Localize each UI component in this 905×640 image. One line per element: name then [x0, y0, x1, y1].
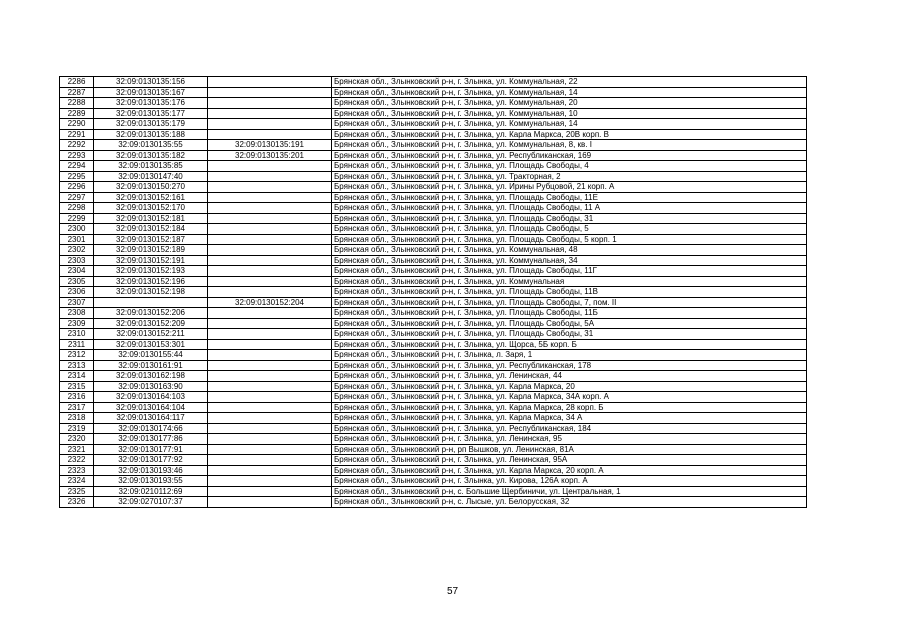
- cadastral-number-cell: 32:09:0130153:301: [94, 339, 208, 350]
- secondary-cadastral-number-cell: [208, 171, 332, 182]
- secondary-cadastral-number-cell: [208, 77, 332, 88]
- row-number-cell: 2301: [60, 234, 94, 245]
- cadastral-number-cell: 32:09:0130152:198: [94, 287, 208, 298]
- cadastral-number-cell: 32:09:0130162:198: [94, 371, 208, 382]
- row-number-cell: 2299: [60, 213, 94, 224]
- table-row: [60, 297, 807, 308]
- secondary-cadastral-number-cell: [208, 161, 332, 172]
- cadastral-number-cell: 32:09:0130174:66: [94, 423, 208, 434]
- row-number-cell: 2289: [60, 108, 94, 119]
- address-cell: Брянская обл., Злынковский р-н, г. Злынка, ул. Коммунальная, 22: [332, 77, 807, 88]
- cadastral-number-cell: [94, 297, 208, 308]
- address-cell: Брянская обл., Злынковский р-н, г. Злынка, ул. Коммунальная, 14: [332, 87, 807, 98]
- cadastral-number-cell: 32:09:0130152:189: [94, 245, 208, 256]
- cadastral-number-cell: 32:09:0130135:85: [94, 161, 208, 172]
- cadastral-number-cell: 32:09:0130147:40: [94, 171, 208, 182]
- row-number-cell: 2320: [60, 434, 94, 445]
- table-row: [60, 434, 807, 445]
- table-row: [60, 98, 807, 109]
- secondary-cadastral-number-cell: [208, 497, 332, 508]
- table-row: [60, 213, 807, 224]
- row-number-cell: 2324: [60, 476, 94, 487]
- address-cell: Брянская обл., Злынковский р-н, г. Злынка, ул. Ирины Рубцовой, 21 корп. А: [332, 182, 807, 193]
- cadastral-number-cell: 32:09:0130135:179: [94, 119, 208, 130]
- secondary-cadastral-number-cell: [208, 108, 332, 119]
- address-cell: Брянская обл., Злынковский р-н, г. Злынка, ул. Республиканская, 169: [332, 150, 807, 161]
- cadastral-number-cell: 32:09:0130152:193: [94, 266, 208, 277]
- secondary-cadastral-number-cell: [208, 486, 332, 497]
- row-number-cell: 2291: [60, 129, 94, 140]
- table-row: [60, 318, 807, 329]
- row-number-cell: 2304: [60, 266, 94, 277]
- secondary-cadastral-number-cell: [208, 402, 332, 413]
- table-row: [60, 360, 807, 371]
- row-number-cell: 2322: [60, 455, 94, 466]
- secondary-cadastral-number-cell: [208, 119, 332, 130]
- secondary-cadastral-number-cell: [208, 455, 332, 466]
- secondary-cadastral-number-cell: [208, 182, 332, 193]
- table-row: [60, 192, 807, 203]
- table-row: [60, 476, 807, 487]
- row-number-cell: 2303: [60, 255, 94, 266]
- cadastral-number-cell: 32:09:0130135:167: [94, 87, 208, 98]
- table-row: [60, 486, 807, 497]
- table-row: [60, 245, 807, 256]
- table-row: [60, 371, 807, 382]
- table-row: [60, 266, 807, 277]
- table-row: [60, 87, 807, 98]
- address-cell: Брянская обл., Злынковский р-н, г. Злынка, л. Заря, 1: [332, 350, 807, 361]
- row-number-cell: 2309: [60, 318, 94, 329]
- secondary-cadastral-number-cell: [208, 423, 332, 434]
- row-number-cell: 2310: [60, 329, 94, 340]
- table-row: [60, 119, 807, 130]
- cadastral-number-cell: 32:09:0130135:182: [94, 150, 208, 161]
- address-cell: Брянская обл., Злынковский р-н, г. Злынка, ул. Коммунальная, 14: [332, 119, 807, 130]
- cadastral-number-cell: 32:09:0130152:184: [94, 224, 208, 235]
- cadastral-number-cell: 32:09:0130152:181: [94, 213, 208, 224]
- page-number: 57: [446, 586, 459, 597]
- secondary-cadastral-number-cell: [208, 98, 332, 109]
- address-cell: Брянская обл., Злынковский р-н, г. Злынка, ул. Площадь Свободы, 5А: [332, 318, 807, 329]
- address-cell: Брянская обл., Злынковский р-н, г. Злынка, ул. Площадь Свободы, 4: [332, 161, 807, 172]
- cadastral-number-cell: 32:09:0130135:176: [94, 98, 208, 109]
- address-cell: Брянская обл., Злынковский р-н, г. Злынка, ул. Карла Маркса, 34 А: [332, 413, 807, 424]
- secondary-cadastral-number-cell: [208, 255, 332, 266]
- address-cell: Брянская обл., Злынковский р-н, г. Злынка, ул. Республиканская, 178: [332, 360, 807, 371]
- secondary-cadastral-number-cell: 32:09:0130135:201: [208, 150, 332, 161]
- secondary-cadastral-number-cell: [208, 287, 332, 298]
- address-cell: Брянская обл., Злынковский р-н, г. Злынка, ул. Площадь Свободы, 31: [332, 213, 807, 224]
- address-cell: Брянская обл., Злынковский р-н, г. Злынка, ул. Площадь Свободы, 31: [332, 329, 807, 340]
- row-number-cell: 2288: [60, 98, 94, 109]
- address-cell: Брянская обл., Злынковский р-н, г. Злынка, ул. Ленинская, 95А: [332, 455, 807, 466]
- registry-table-body: [60, 77, 807, 508]
- cadastral-number-cell: 32:09:0130193:46: [94, 465, 208, 476]
- row-number-cell: 2317: [60, 402, 94, 413]
- secondary-cadastral-number-cell: [208, 476, 332, 487]
- registry-table: [59, 76, 807, 508]
- row-number-cell: 2308: [60, 308, 94, 319]
- table-row: [60, 182, 807, 193]
- cadastral-number-cell: 32:09:0130161:91: [94, 360, 208, 371]
- address-cell: Брянская обл., Злынковский р-н, г. Злынка, ул. Карла Маркса, 20 корп. А: [332, 465, 807, 476]
- secondary-cadastral-number-cell: [208, 266, 332, 277]
- cadastral-number-cell: 32:09:0130135:55: [94, 140, 208, 151]
- cadastral-number-cell: 32:09:0130155:44: [94, 350, 208, 361]
- address-cell: Брянская обл., Злынковский р-н, г. Злынка, ул. Карла Маркса, 20: [332, 381, 807, 392]
- cadastral-number-cell: 32:09:0130164:103: [94, 392, 208, 403]
- table-row: [60, 224, 807, 235]
- row-number-cell: 2296: [60, 182, 94, 193]
- address-cell: Брянская обл., Злынковский р-н, г. Злынка, ул. Площадь Свободы, 11Г: [332, 266, 807, 277]
- cadastral-number-cell: 32:09:0130135:177: [94, 108, 208, 119]
- cadastral-number-cell: 32:09:0270107:37: [94, 497, 208, 508]
- address-cell: Брянская обл., Злынковский р-н, г. Злынка, ул. Ленинская, 95: [332, 434, 807, 445]
- table-row: [60, 402, 807, 413]
- address-cell: Брянская обл., Злынковский р-н, с. Лысые, ул. Белорусская, 32: [332, 497, 807, 508]
- table-row: [60, 444, 807, 455]
- cadastral-number-cell: 32:09:0130164:117: [94, 413, 208, 424]
- table-row: [60, 276, 807, 287]
- table-row: [60, 308, 807, 319]
- secondary-cadastral-number-cell: [208, 371, 332, 382]
- address-cell: Брянская обл., Злынковский р-н, г. Злынка, ул. Коммунальная, 48: [332, 245, 807, 256]
- address-cell: Брянская обл., Злынковский р-н, рп Вышков, ул. Ленинская, 81А: [332, 444, 807, 455]
- secondary-cadastral-number-cell: [208, 203, 332, 214]
- table-row: [60, 77, 807, 88]
- row-number-cell: 2325: [60, 486, 94, 497]
- address-cell: Брянская обл., Злынковский р-н, г. Злынка, ул. Республиканская, 184: [332, 423, 807, 434]
- table-row: [60, 129, 807, 140]
- address-cell: Брянская обл., Злынковский р-н, г. Злынка, ул. Коммунальная: [332, 276, 807, 287]
- address-cell: Брянская обл., Злынковский р-н, г. Злынка, ул. Коммунальная, 8, кв. I: [332, 140, 807, 151]
- table-row: [60, 234, 807, 245]
- address-cell: Брянская обл., Злынковский р-н, г. Злынка, ул. Щорса, 5Б корп. Б: [332, 339, 807, 350]
- row-number-cell: 2294: [60, 161, 94, 172]
- secondary-cadastral-number-cell: [208, 350, 332, 361]
- cadastral-number-cell: 32:09:0130135:156: [94, 77, 208, 88]
- address-cell: Брянская обл., Злынковский р-н, г. Злынка, ул. Тракторная, 2: [332, 171, 807, 182]
- address-cell: Брянская обл., Злынковский р-н, с. Большие Щербиничи, ул. Центральная, 1: [332, 486, 807, 497]
- cadastral-number-cell: 32:09:0130152:209: [94, 318, 208, 329]
- cadastral-number-cell: 32:09:0130152:191: [94, 255, 208, 266]
- row-number-cell: 2286: [60, 77, 94, 88]
- secondary-cadastral-number-cell: 32:09:0130152:204: [208, 297, 332, 308]
- secondary-cadastral-number-cell: [208, 392, 332, 403]
- row-number-cell: 2311: [60, 339, 94, 350]
- row-number-cell: 2314: [60, 371, 94, 382]
- secondary-cadastral-number-cell: [208, 444, 332, 455]
- table-row: [60, 161, 807, 172]
- secondary-cadastral-number-cell: [208, 245, 332, 256]
- secondary-cadastral-number-cell: [208, 413, 332, 424]
- row-number-cell: 2290: [60, 119, 94, 130]
- table-row: [60, 171, 807, 182]
- cadastral-number-cell: 32:09:0210112:69: [94, 486, 208, 497]
- secondary-cadastral-number-cell: [208, 234, 332, 245]
- row-number-cell: 2300: [60, 224, 94, 235]
- cadastral-number-cell: 32:09:0130152:206: [94, 308, 208, 319]
- row-number-cell: 2318: [60, 413, 94, 424]
- table-row: [60, 255, 807, 266]
- secondary-cadastral-number-cell: [208, 224, 332, 235]
- row-number-cell: 2307: [60, 297, 94, 308]
- row-number-cell: 2298: [60, 203, 94, 214]
- table-row: [60, 150, 807, 161]
- row-number-cell: 2287: [60, 87, 94, 98]
- address-cell: Брянская обл., Злынковский р-н, г. Злынка, ул. Кирова, 126А корп. А: [332, 476, 807, 487]
- cadastral-number-cell: 32:09:0130152:170: [94, 203, 208, 214]
- row-number-cell: 2321: [60, 444, 94, 455]
- cadastral-number-cell: 32:09:0130177:86: [94, 434, 208, 445]
- cadastral-number-cell: 32:09:0130193:55: [94, 476, 208, 487]
- cadastral-number-cell: 32:09:0130152:187: [94, 234, 208, 245]
- table-row: [60, 350, 807, 361]
- row-number-cell: 2326: [60, 497, 94, 508]
- secondary-cadastral-number-cell: 32:09:0130135:191: [208, 140, 332, 151]
- cadastral-number-cell: 32:09:0130150:270: [94, 182, 208, 193]
- secondary-cadastral-number-cell: [208, 360, 332, 371]
- secondary-cadastral-number-cell: [208, 129, 332, 140]
- table-row: [60, 203, 807, 214]
- address-cell: Брянская обл., Злынковский р-н, г. Злынка, ул. Площадь Свободы, 11Б: [332, 308, 807, 319]
- secondary-cadastral-number-cell: [208, 87, 332, 98]
- row-number-cell: 2305: [60, 276, 94, 287]
- address-cell: Брянская обл., Злынковский р-н, г. Злынка, ул. Карла Маркса, 20В корп. В: [332, 129, 807, 140]
- table-row: [60, 329, 807, 340]
- table-row: [60, 140, 807, 151]
- address-cell: Брянская обл., Злынковский р-н, г. Злынка, ул. Карла Маркса, 34А корп. А: [332, 392, 807, 403]
- table-row: [60, 413, 807, 424]
- table-row: [60, 108, 807, 119]
- cadastral-number-cell: 32:09:0130135:188: [94, 129, 208, 140]
- address-cell: Брянская обл., Злынковский р-н, г. Злынка, ул. Площадь Свободы, 11 А: [332, 203, 807, 214]
- secondary-cadastral-number-cell: [208, 465, 332, 476]
- address-cell: Брянская обл., Злынковский р-н, г. Злынка, ул. Карла Маркса, 28 корп. Б: [332, 402, 807, 413]
- cadastral-number-cell: 32:09:0130152:161: [94, 192, 208, 203]
- secondary-cadastral-number-cell: [208, 318, 332, 329]
- row-number-cell: 2295: [60, 171, 94, 182]
- row-number-cell: 2302: [60, 245, 94, 256]
- table-row: [60, 455, 807, 466]
- address-cell: Брянская обл., Злынковский р-н, г. Злынка, ул. Ленинская, 44: [332, 371, 807, 382]
- row-number-cell: 2297: [60, 192, 94, 203]
- address-cell: Брянская обл., Злынковский р-н, г. Злынка, ул. Коммунальная, 10: [332, 108, 807, 119]
- row-number-cell: 2312: [60, 350, 94, 361]
- address-cell: Брянская обл., Злынковский р-н, г. Злынка, ул. Площадь Свободы, 11В: [332, 287, 807, 298]
- cadastral-number-cell: 32:09:0130177:92: [94, 455, 208, 466]
- address-cell: Брянская обл., Злынковский р-н, г. Злынка, ул. Площадь Свободы, 5: [332, 224, 807, 235]
- cadastral-number-cell: 32:09:0130152:211: [94, 329, 208, 340]
- secondary-cadastral-number-cell: [208, 329, 332, 340]
- address-cell: Брянская обл., Злынковский р-н, г. Злынка, ул. Площадь Свободы, 5 корп. 1: [332, 234, 807, 245]
- table-row: [60, 287, 807, 298]
- table-row: [60, 392, 807, 403]
- secondary-cadastral-number-cell: [208, 434, 332, 445]
- secondary-cadastral-number-cell: [208, 339, 332, 350]
- secondary-cadastral-number-cell: [208, 192, 332, 203]
- row-number-cell: 2323: [60, 465, 94, 476]
- row-number-cell: 2319: [60, 423, 94, 434]
- table-row: [60, 339, 807, 350]
- address-cell: Брянская обл., Злынковский р-н, г. Злынка, ул. Коммунальная, 34: [332, 255, 807, 266]
- address-cell: Брянская обл., Злынковский р-н, г. Злынка, ул. Площадь Свободы, 11Е: [332, 192, 807, 203]
- secondary-cadastral-number-cell: [208, 381, 332, 392]
- row-number-cell: 2293: [60, 150, 94, 161]
- secondary-cadastral-number-cell: [208, 308, 332, 319]
- cadastral-number-cell: 32:09:0130163:90: [94, 381, 208, 392]
- table-row: [60, 465, 807, 476]
- table-row: [60, 381, 807, 392]
- row-number-cell: 2313: [60, 360, 94, 371]
- row-number-cell: 2315: [60, 381, 94, 392]
- cadastral-number-cell: 32:09:0130164:104: [94, 402, 208, 413]
- address-cell: Брянская обл., Злынковский р-н, г. Злынка, ул. Коммунальная, 20: [332, 98, 807, 109]
- table-row: [60, 423, 807, 434]
- secondary-cadastral-number-cell: [208, 213, 332, 224]
- row-number-cell: 2292: [60, 140, 94, 151]
- row-number-cell: 2316: [60, 392, 94, 403]
- cadastral-number-cell: 32:09:0130177:91: [94, 444, 208, 455]
- cadastral-number-cell: 32:09:0130152:196: [94, 276, 208, 287]
- secondary-cadastral-number-cell: [208, 276, 332, 287]
- table-row: [60, 497, 807, 508]
- address-cell: Брянская обл., Злынковский р-н, г. Злынка, ул. Площадь Свободы, 7, пом. II: [332, 297, 807, 308]
- row-number-cell: 2306: [60, 287, 94, 298]
